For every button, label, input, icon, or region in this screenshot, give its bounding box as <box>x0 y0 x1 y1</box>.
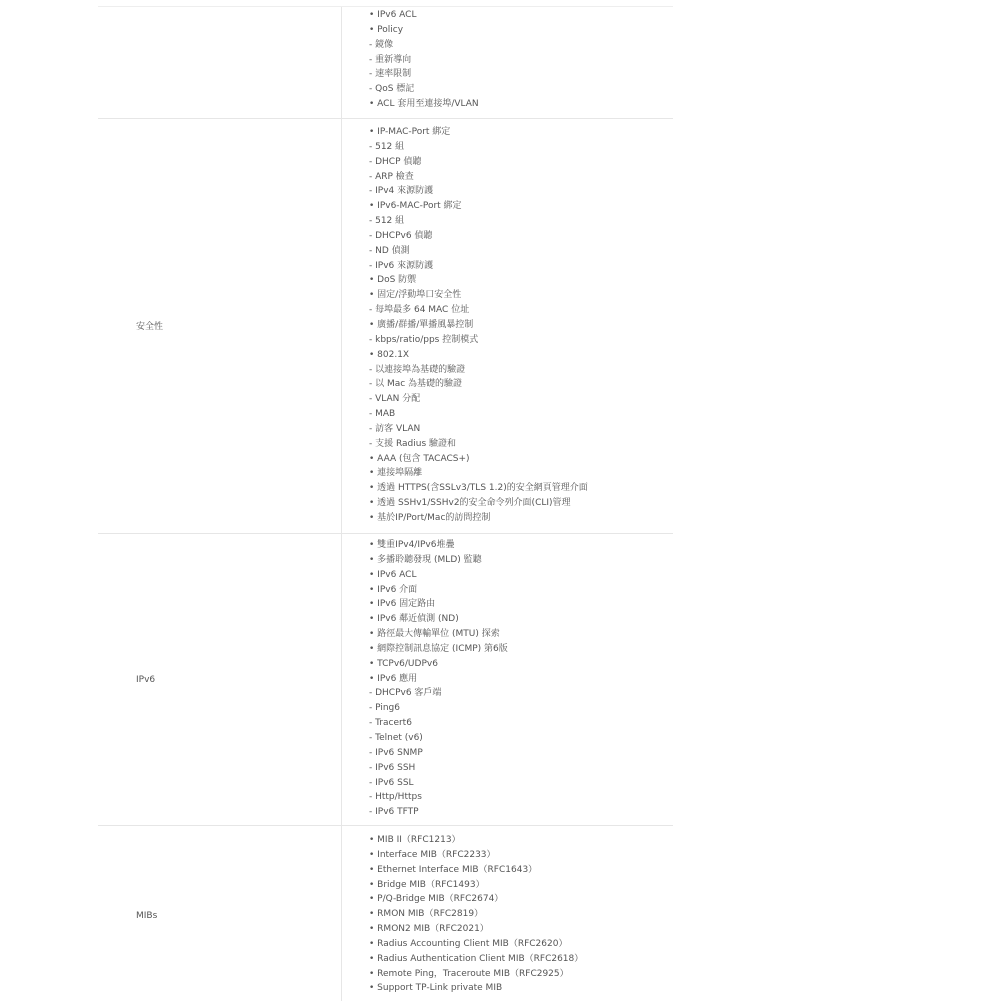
spec-value-item: - IPv4 來源防護 <box>369 186 434 197</box>
spec-row-label: IPv6 <box>136 675 156 685</box>
spec-row-ipv6 <box>98 533 673 826</box>
spec-value-item: • IPv6 ACL <box>369 10 417 20</box>
spec-value-item: - DHCP 偵聽 <box>369 156 422 167</box>
spec-value-item: - 512 組 <box>369 216 405 227</box>
spec-value-item: • Ethernet Interface MIB（RFC1643） <box>369 864 538 875</box>
spec-value-item: - 支援 Radius 驗證和 <box>369 438 457 449</box>
spec-value-item: - IPv6 SSH <box>369 762 416 773</box>
spec-value-item: • Radius Authentication Client MIB（RFC2618） <box>369 953 584 964</box>
spec-value-item: • 路徑最大傳輸單位 (MTU) 探索 <box>369 629 500 640</box>
spec-value-item: - Ping6 <box>369 703 400 714</box>
spec-value-item: - 512 組 <box>369 141 405 152</box>
spec-row-acl <box>98 7 673 118</box>
spec-value-item: - Http/Https <box>369 792 422 803</box>
spec-value-item: • 802.1X <box>369 349 410 360</box>
spec-value-item: • IPv6-MAC-Port 綁定 <box>369 201 462 212</box>
spec-value-item: - IPv6 TFTP <box>369 807 419 818</box>
spec-value-item: - kbps/ratio/pps 控制模式 <box>369 334 479 345</box>
spec-row-label: 安全性 <box>136 322 164 332</box>
spec-value-item: • Policy <box>369 24 404 35</box>
spec-value-item: • AAA (包含 TACACS+) <box>369 453 470 464</box>
spec-value-item: • IP-MAC-Port 綁定 <box>369 127 451 137</box>
spec-value-item: • Radius Accounting Client MIB（RFC2620） <box>369 938 568 949</box>
spec-value-item: - 訪客 VLAN <box>369 423 421 434</box>
spec-value-item: • 基於IP/Port/Mac的訪問控制 <box>369 512 491 523</box>
spec-value-item: • Support TP-Link private MIB <box>369 983 503 994</box>
spec-value-item: - Telnet (v6) <box>369 732 423 743</box>
spec-row-label: MIBs <box>136 911 158 921</box>
spec-value-item: • 透過 HTTPS(含SSLv3/TLS 1.2)的安全網頁管理介面 <box>369 483 588 494</box>
spec-value-item: - IPv6 來源防護 <box>369 260 434 271</box>
spec-value-item: • TCPv6/UDPv6 <box>369 658 438 669</box>
spec-value-item: - VLAN 分配 <box>369 394 421 405</box>
spec-value-item: • 網際控制訊息協定 (ICMP) 第6版 <box>369 643 508 654</box>
spec-row-security <box>98 118 673 534</box>
spec-value-item: - MAB <box>369 409 396 420</box>
spec-value-item: • 多播聆聽發現 (MLD) 監聽 <box>369 554 482 565</box>
spec-value-item: • 連接埠隔離 <box>369 468 423 479</box>
spec-value-item: • 透過 SSHv1/SSHv2的安全命令列介面(CLI)管理 <box>369 498 571 509</box>
spec-value-item: • 固定/浮動埠口安全性 <box>369 290 462 301</box>
spec-value-item: • Remote Ping，Traceroute MIB（RFC2925） <box>369 968 569 979</box>
spec-row-mibs <box>98 825 673 1001</box>
spec-value-item: - 以連接埠為基礎的驗證 <box>369 364 466 375</box>
spec-value-item: - DHCPv6 客戶端 <box>369 688 442 699</box>
spec-value-item: - 速率限制 <box>369 69 412 80</box>
spec-value-item: - IPv6 SSL <box>369 777 414 788</box>
spec-value-item: • IPv6 介面 <box>369 584 418 595</box>
spec-value-item: • IPv6 應用 <box>369 673 418 684</box>
spec-value-item: • ACL 套用至連接埠/VLAN <box>369 99 479 110</box>
spec-row-values <box>369 125 588 526</box>
spec-value-item: • Interface MIB（RFC2233） <box>369 849 496 860</box>
spec-value-item: - Tracert6 <box>369 718 412 729</box>
spec-value-item: • 廣播/群播/單播風暴控制 <box>369 319 474 330</box>
spec-value-item: • RMON MIB（RFC2819） <box>369 909 484 920</box>
column-divider <box>341 119 342 534</box>
spec-value-item: • IPv6 固定路由 <box>369 599 436 610</box>
spec-value-item: • 雙重IPv4/IPv6堆疊 <box>369 540 455 550</box>
spec-value-item: • DoS 防禦 <box>369 275 417 286</box>
spec-row-values <box>369 538 508 820</box>
column-divider <box>341 534 342 826</box>
spec-row-values <box>369 833 583 996</box>
spec-value-item: • IPv6 ACL <box>369 569 417 580</box>
column-divider <box>341 826 342 1001</box>
spec-value-item: - 重新導向 <box>369 54 412 65</box>
spec-value-item: • MIB II（RFC1213） <box>369 835 461 845</box>
spec-value-item: - QoS 標記 <box>369 84 415 95</box>
spec-value-item: - 以 Mac 為基礎的驗證 <box>369 379 463 390</box>
spec-value-item: • RMON2 MIB（RFC2021） <box>369 924 489 935</box>
spec-value-item: • P/Q-Bridge MIB（RFC2674） <box>369 894 504 905</box>
spec-value-item: - 鏡像 <box>369 39 394 50</box>
spec-value-item: - ND 偵測 <box>369 245 410 256</box>
spec-value-item: - IPv6 SNMP <box>369 747 423 758</box>
spec-value-item: • Bridge MIB（RFC1493） <box>369 879 485 890</box>
column-divider <box>341 7 342 118</box>
spec-value-item: • IPv6 鄰近偵測 (ND) <box>369 614 459 625</box>
spec-value-item: - DHCPv6 偵聽 <box>369 230 433 241</box>
spec-row-values <box>369 8 479 112</box>
spec-value-item: - 每埠最多 64 MAC 位址 <box>369 305 470 316</box>
spec-value-item: - ARP 檢查 <box>369 171 414 182</box>
